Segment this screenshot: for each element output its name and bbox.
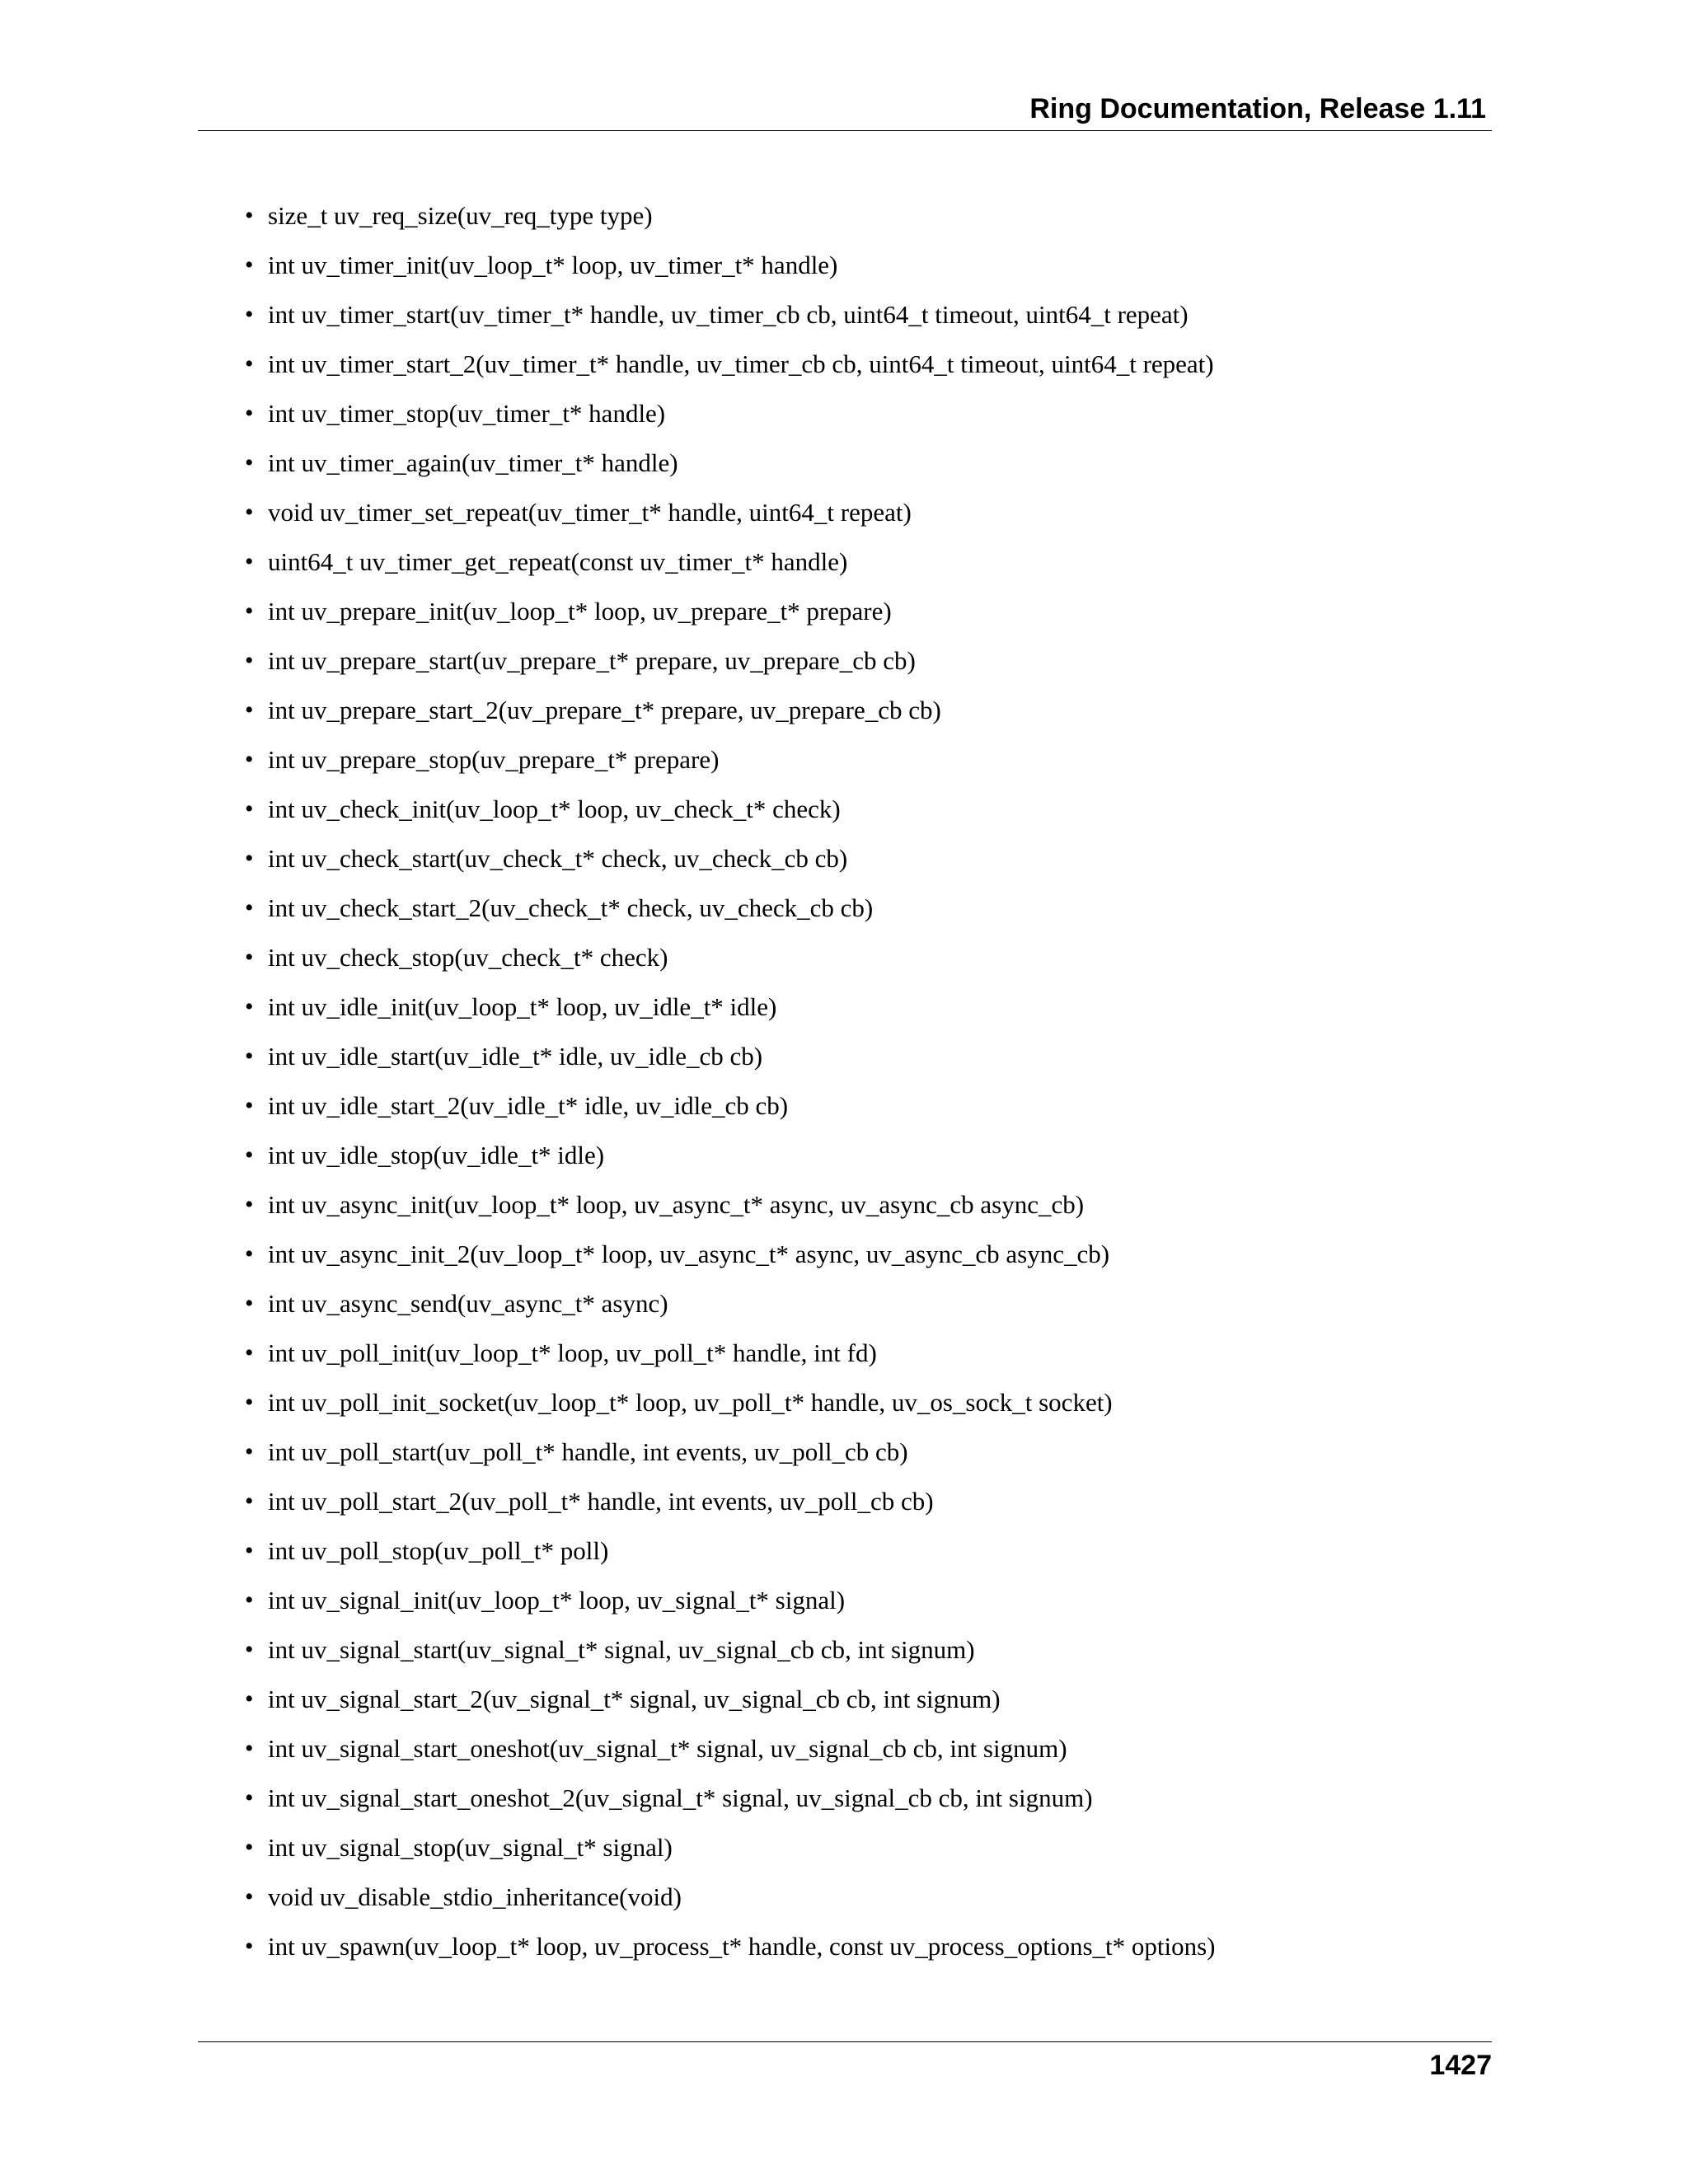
- bullet-icon: •: [245, 1290, 254, 1317]
- function-signature: int uv_signal_stop(uv_signal_t* signal): [268, 1833, 673, 1862]
- function-signature: int uv_signal_start_2(uv_signal_t* signal, uv_signal_cb cb, int signum): [268, 1685, 1001, 1713]
- bullet-icon: •: [245, 746, 254, 773]
- bullet-icon: •: [245, 696, 254, 724]
- bullet-icon: •: [245, 598, 254, 625]
- bullet-icon: •: [245, 1092, 254, 1119]
- bullet-icon: •: [245, 993, 254, 1020]
- bullet-icon: •: [245, 1389, 254, 1416]
- bullet-icon: •: [245, 944, 254, 971]
- function-signature: int uv_timer_init(uv_loop_t* loop, uv_timer_t* handle): [268, 251, 838, 279]
- function-signature: int uv_idle_start_2(uv_idle_t* idle, uv_idle_cb cb): [268, 1091, 789, 1120]
- function-signature: int uv_poll_stop(uv_poll_t* poll): [268, 1536, 609, 1565]
- function-signature: int uv_timer_again(uv_timer_t* handle): [268, 448, 678, 477]
- bullet-icon: •: [245, 1933, 254, 1960]
- function-signature: size_t uv_req_size(uv_req_type type): [268, 201, 653, 230]
- running-header-title: Ring Documentation, Release 1.11: [1029, 93, 1486, 124]
- bullet-icon: •: [245, 845, 254, 872]
- function-signature: int uv_signal_start(uv_signal_t* signal, uv_signal_cb cb, int signum): [268, 1635, 975, 1664]
- bullet-icon: •: [245, 1586, 254, 1614]
- bullet-icon: •: [245, 1735, 254, 1762]
- bullet-icon: •: [245, 795, 254, 823]
- bullet-icon: •: [245, 1834, 254, 1861]
- function-signature: int uv_async_init(uv_loop_t* loop, uv_async_t* async, uv_async_cb async_cb): [268, 1190, 1085, 1219]
- bullet-icon: •: [245, 350, 254, 377]
- function-signature: int uv_timer_start(uv_timer_t* handle, uv_timer_cb cb, uint64_t timeout, uint64_t repeat): [268, 300, 1189, 329]
- bullet-icon: •: [245, 1685, 254, 1713]
- function-signature: int uv_prepare_start(uv_prepare_t* prepare, uv_prepare_cb cb): [268, 646, 916, 675]
- function-signature: int uv_spawn(uv_loop_t* loop, uv_process_t* handle, const uv_process_options_t* options): [268, 1932, 1216, 1961]
- bullet-icon: •: [245, 1636, 254, 1663]
- function-signature: int uv_idle_init(uv_loop_t* loop, uv_idle_t* idle): [268, 992, 777, 1021]
- function-signature: int uv_poll_init_socket(uv_loop_t* loop, uv_poll_t* handle, uv_os_sock_t socket): [268, 1388, 1113, 1417]
- bullet-icon: •: [245, 1043, 254, 1070]
- function-signature: int uv_idle_start(uv_idle_t* idle, uv_idle_cb cb): [268, 1042, 763, 1071]
- function-signature: int uv_check_start_2(uv_check_t* check, uv_check_cb cb): [268, 893, 874, 922]
- bullet-icon: •: [245, 499, 254, 526]
- function-signature: int uv_idle_stop(uv_idle_t* idle): [268, 1141, 605, 1169]
- bullet-icon: •: [245, 1488, 254, 1515]
- bullet-icon: •: [245, 202, 254, 229]
- bullet-icon: •: [245, 400, 254, 427]
- function-signature: int uv_check_init(uv_loop_t* loop, uv_check_t* check): [268, 794, 841, 823]
- bullet-icon: •: [245, 1191, 254, 1218]
- bullet-icon: •: [245, 548, 254, 575]
- function-signature: int uv_prepare_init(uv_loop_t* loop, uv_prepare_t* prepare): [268, 597, 892, 626]
- bullet-icon: •: [245, 1784, 254, 1811]
- bullet-icon: •: [245, 449, 254, 476]
- bullet-icon: •: [245, 1141, 254, 1169]
- function-signature: int uv_signal_init(uv_loop_t* loop, uv_signal_t* signal): [268, 1586, 846, 1615]
- function-signature: int uv_poll_init(uv_loop_t* loop, uv_poll_t* handle, int fd): [268, 1338, 877, 1367]
- bullet-icon: •: [245, 1438, 254, 1465]
- bullet-icon: •: [245, 1240, 254, 1268]
- function-signature: int uv_timer_start_2(uv_timer_t* handle, uv_timer_cb cb, uint64_t timeout, uint64_t repeat): [268, 349, 1214, 378]
- bullet-icon: •: [245, 647, 254, 674]
- bullet-icon: •: [245, 894, 254, 921]
- bullet-icon: •: [245, 301, 254, 328]
- function-signature: int uv_poll_start(uv_poll_t* handle, int events, uv_poll_cb cb): [268, 1437, 908, 1466]
- function-signature: uint64_t uv_timer_get_repeat(const uv_timer_t* handle): [268, 547, 848, 576]
- function-signature: int uv_poll_start_2(uv_poll_t* handle, int events, uv_poll_cb cb): [268, 1487, 934, 1516]
- function-signature: int uv_check_start(uv_check_t* check, uv_check_cb cb): [268, 844, 848, 873]
- function-signature: int uv_prepare_stop(uv_prepare_t* prepare): [268, 745, 720, 774]
- function-signature: void uv_timer_set_repeat(uv_timer_t* handle, uint64_t repeat): [268, 498, 912, 527]
- page-number: 1427: [1429, 2050, 1492, 2081]
- bullet-icon: •: [245, 1537, 254, 1564]
- function-signature: int uv_check_stop(uv_check_t* check): [268, 943, 668, 972]
- function-signature: void uv_disable_stdio_inheritance(void): [268, 1882, 682, 1911]
- header-rule: [198, 130, 1492, 131]
- function-signature: int uv_async_send(uv_async_t* async): [268, 1289, 668, 1318]
- bullet-icon: •: [245, 251, 254, 279]
- function-signature: int uv_prepare_start_2(uv_prepare_t* prepare, uv_prepare_cb cb): [268, 696, 941, 724]
- function-signature: int uv_signal_start_oneshot_2(uv_signal_t* signal, uv_signal_cb cb, int signum): [268, 1783, 1093, 1812]
- bullet-icon: •: [245, 1339, 254, 1366]
- function-signature: int uv_timer_stop(uv_timer_t* handle): [268, 399, 666, 428]
- bullet-icon: •: [245, 1883, 254, 1910]
- footer-rule: [198, 2041, 1492, 2042]
- function-signature: int uv_async_init_2(uv_loop_t* loop, uv_async_t* async, uv_async_cb async_cb): [268, 1240, 1110, 1268]
- function-signature: int uv_signal_start_oneshot(uv_signal_t* signal, uv_signal_cb cb, int signum): [268, 1734, 1067, 1763]
